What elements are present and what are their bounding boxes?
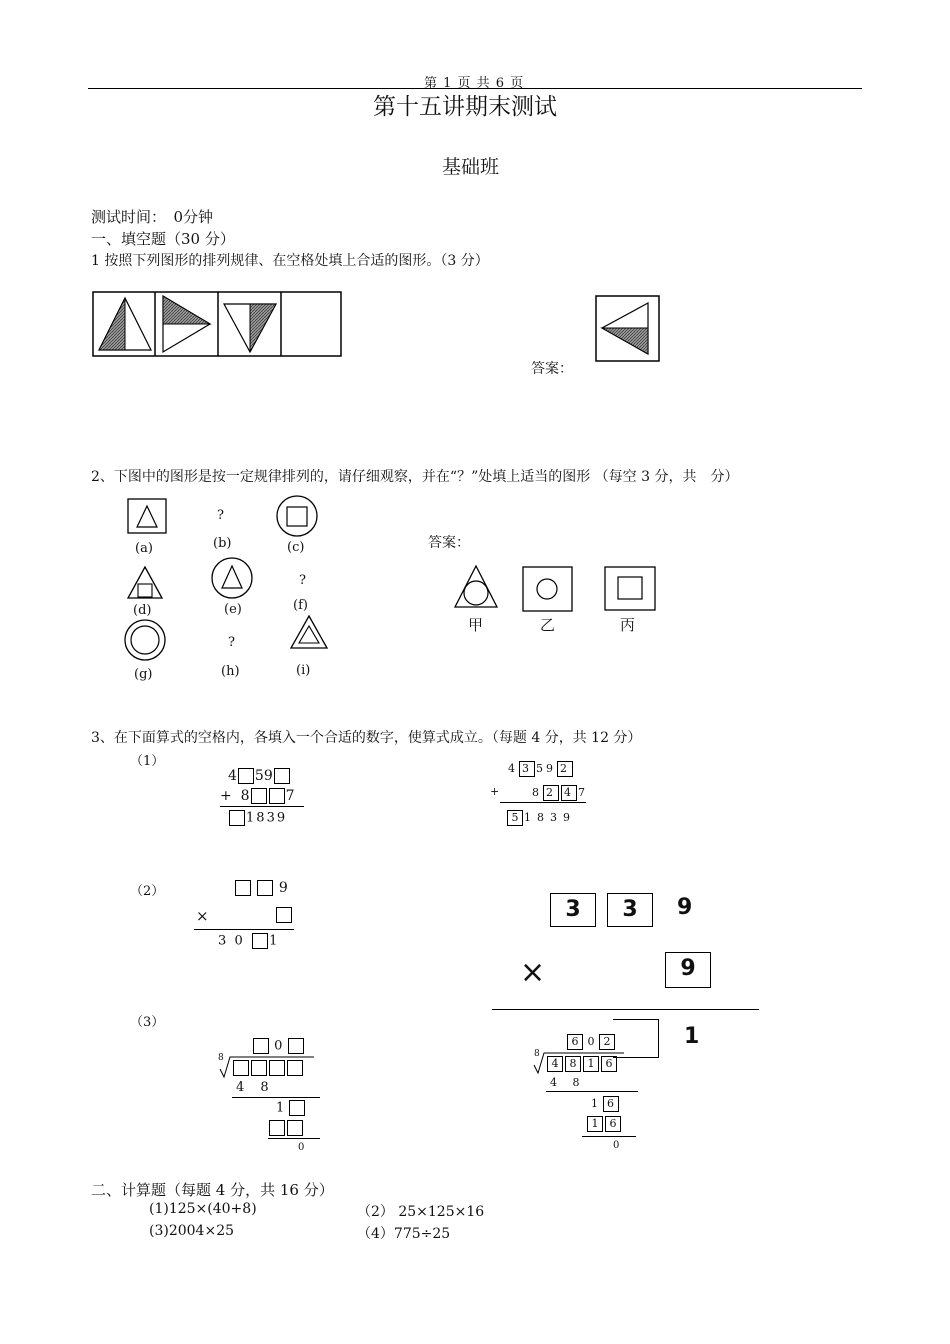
filled-box: 6 xyxy=(605,1116,621,1132)
p1-row1: 4 59 xyxy=(228,768,291,784)
option-bing: 丙 xyxy=(620,616,636,634)
p3-answer-final: 0 xyxy=(613,1140,620,1151)
label-f: (f) xyxy=(293,598,308,613)
blank-box[interactable] xyxy=(229,810,245,826)
label-d: (d) xyxy=(133,603,152,618)
q2-answer-label: 答案： xyxy=(428,535,470,551)
p2-answer-digit: 9 xyxy=(677,895,693,920)
p2-row1: 9 xyxy=(234,880,288,896)
calc-item-2: （2） 25×125×16 xyxy=(357,1204,485,1220)
section2-heading: 二、计算题（每题 4 分，共 16 分） xyxy=(91,1181,334,1199)
section1-heading: 一、填空题（30 分） xyxy=(91,230,235,248)
blank-box[interactable] xyxy=(276,907,292,923)
label-g: (g) xyxy=(134,667,153,682)
filled-box: 2 xyxy=(599,1034,615,1050)
p1-answer-plus: + xyxy=(490,785,500,798)
blank-box[interactable] xyxy=(287,1060,303,1076)
label-c: (c) xyxy=(287,540,305,555)
p2-answer-last-digit: 1 xyxy=(684,1024,700,1049)
question-mark-h: ? xyxy=(228,635,235,650)
p3-rule-2 xyxy=(268,1138,320,1139)
blank-box[interactable] xyxy=(235,880,251,896)
label-i: (i) xyxy=(296,663,311,678)
page-number-header: 第 1 页 共 6 页 xyxy=(424,76,525,91)
option-jia: 甲 xyxy=(468,616,484,634)
q3-sub3-label: （3） xyxy=(130,1015,165,1030)
filled-box: 2 xyxy=(557,761,573,777)
p2-times: × xyxy=(196,907,209,925)
test-time: 测试时间： 0分钟 xyxy=(91,208,214,226)
p2-row2 xyxy=(275,907,293,923)
blank-box[interactable] xyxy=(251,788,267,804)
q3-sub1-label: （1） xyxy=(130,754,165,769)
label-e: (e) xyxy=(224,602,242,617)
p2-answer-box-3: 9 xyxy=(665,952,711,988)
p3-answer-sub2 xyxy=(586,1116,622,1132)
p1-answer-row1: 4 3 59 2 xyxy=(508,761,574,777)
p3-quotient: 0 xyxy=(252,1038,305,1054)
filled-box: 3 xyxy=(519,761,535,777)
filled-box: 1 xyxy=(583,1056,599,1072)
filled-box: 8 xyxy=(565,1056,581,1072)
p3-sub1: 4 8 xyxy=(236,1080,275,1095)
q3-text: 3、在下面算式的空格内，各填入一个合适的数字，使算式成立。（每题 4 分，共 12 分） xyxy=(91,730,642,746)
label-b: (b) xyxy=(213,536,232,551)
label-a: (a) xyxy=(135,541,153,556)
blank-box[interactable] xyxy=(233,1060,249,1076)
option-yi: 乙 xyxy=(540,616,556,634)
blank-box[interactable] xyxy=(288,1038,304,1054)
blank-box[interactable] xyxy=(251,1060,267,1076)
q3-sub2-label: （2） xyxy=(130,884,165,899)
filled-box: 6 xyxy=(567,1034,583,1050)
filled-box: 5 xyxy=(507,810,523,826)
filled-box: 4 xyxy=(561,785,577,801)
p3-answer-rem1: 1 6 xyxy=(591,1096,620,1112)
p2-result: 3 0 1 xyxy=(218,933,278,949)
page-title: 第十五讲期末测试 xyxy=(373,94,557,120)
filled-box: 1 xyxy=(587,1116,603,1132)
q1-answer-label: 答案： xyxy=(531,361,573,377)
calc-item-3: (3)2004×25 xyxy=(149,1223,235,1239)
filled-box: 4 xyxy=(547,1056,563,1072)
blank-box[interactable] xyxy=(269,1060,285,1076)
p3-dividend xyxy=(232,1060,304,1076)
p1-answer-row2: 8 2 4 7 xyxy=(532,786,588,799)
p3-sub2 xyxy=(268,1120,304,1136)
p1-answer-rule xyxy=(500,802,586,803)
p3-answer-divisor: 8 xyxy=(534,1049,540,1059)
label-h: (h) xyxy=(221,664,240,679)
p2-answer-box-2: 3 xyxy=(607,893,653,927)
blank-box[interactable] xyxy=(252,933,268,949)
p2-rule xyxy=(194,929,294,930)
q2-text: 2、下图中的图形是按一定规律排列的，请仔细观察，并在“？”处填上适当的图形 （每空 3 分，共 分） xyxy=(91,469,739,485)
p1-row2: + 8 7 xyxy=(220,788,295,804)
q1-text: 1 按照下列图形的排列规律、在空格处填上合适的图形。（3 分） xyxy=(91,253,489,269)
question-mark-f: ? xyxy=(299,573,306,588)
p3-rule-1 xyxy=(232,1097,320,1098)
p3-answer-dividend xyxy=(546,1056,618,1072)
filled-box: 2 xyxy=(543,785,559,801)
filled-box: 6 xyxy=(603,1096,619,1112)
filled-box: 6 xyxy=(601,1056,617,1072)
p3-answer-quotient: 6 0 2 xyxy=(566,1034,616,1050)
blank-box[interactable] xyxy=(257,880,273,896)
calc-item-4: （4）775÷25 xyxy=(357,1226,451,1242)
question-mark-b: ? xyxy=(217,508,224,523)
blank-box[interactable] xyxy=(269,788,285,804)
p2-answer-rule xyxy=(492,1009,759,1010)
blank-box[interactable] xyxy=(238,768,254,784)
blank-box[interactable] xyxy=(274,768,290,784)
p3-answer-rule-2 xyxy=(582,1136,636,1137)
p2-answer-box-1: 3 xyxy=(550,893,596,927)
p3-final: 0 xyxy=(298,1142,305,1153)
p1-rule xyxy=(220,806,304,807)
page-subtitle: 基础班 xyxy=(442,156,500,178)
p3-divisor: 8 xyxy=(218,1053,224,1063)
p3-answer-rule-1 xyxy=(546,1091,638,1092)
p1-answer-result: 5 1839 xyxy=(506,810,576,826)
blank-box[interactable] xyxy=(253,1038,269,1054)
blank-box[interactable] xyxy=(289,1100,305,1116)
p3-rem1: 1 xyxy=(276,1100,306,1116)
p1-result: 1839 xyxy=(228,810,287,826)
blank-box[interactable] xyxy=(269,1120,285,1136)
p2-answer-times: × xyxy=(520,955,546,990)
blank-box[interactable] xyxy=(287,1120,303,1136)
calc-item-1: (1)125×(40+8) xyxy=(149,1201,257,1217)
p3-answer-sub1: 4 8 xyxy=(550,1076,586,1089)
